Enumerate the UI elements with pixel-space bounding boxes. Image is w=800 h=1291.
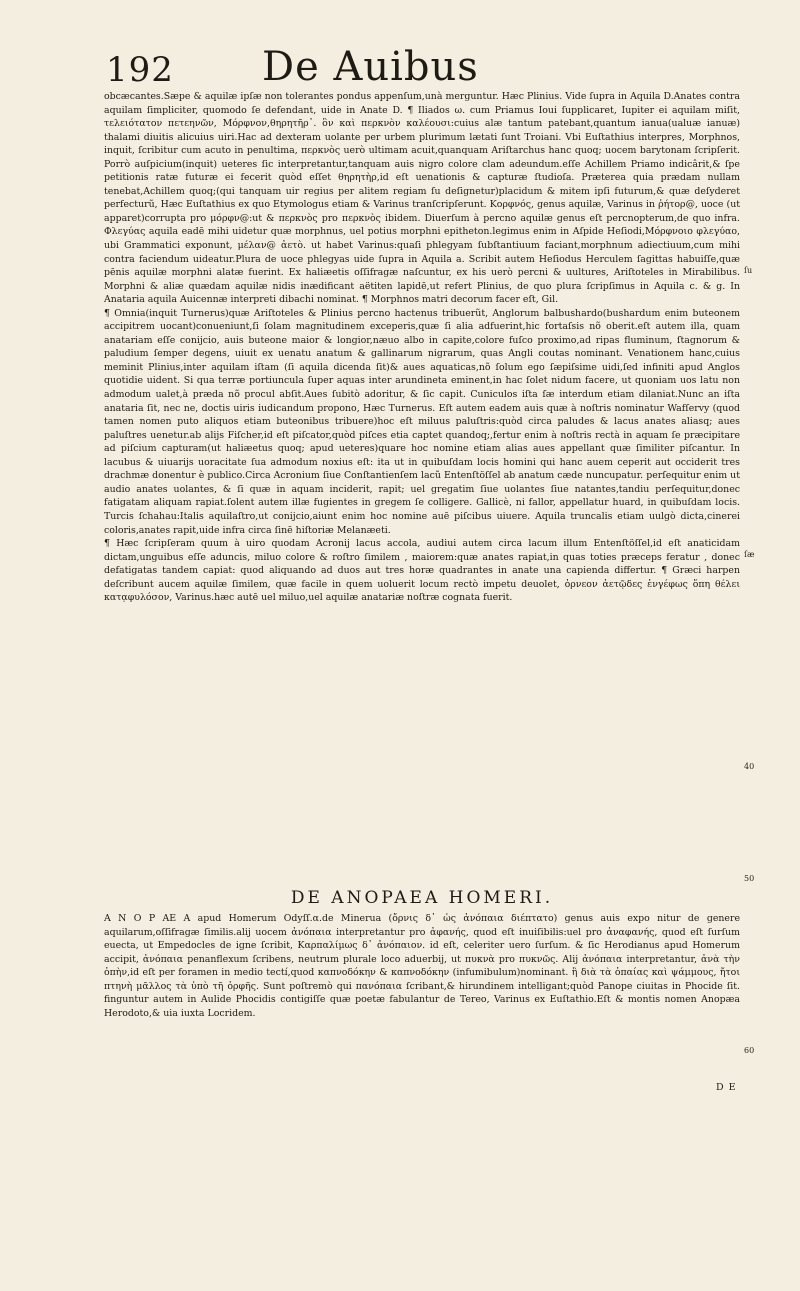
margin-note: ſæ: [744, 550, 755, 559]
running-head: De Auibus: [262, 44, 479, 90]
catchword: D E: [716, 1082, 737, 1093]
margin-note: 50: [744, 874, 755, 883]
paragraph: ¶ Hæc ſcripſeram quum à uiro quodam Acronij lacus accola, audiui autem circa lacum illum Entenſtöſſel,id eſt anaticidam dictam,unguibus eſſe aduncis, miluo colore & roſtro ſimilem , maiorem:quæ anates rapiat,in quas toties præceps feratur , donec defatigatas tandem capiat: quod aliquando ad duos aut tres horæ quadrantes in anate una capienda differtur. ¶ Græci harpen deſcribunt aucem aquilæ ſimilem, quæ facile in quem uoluerit locum rectò impetu deuolet, ὀρνεον ἀετῷδες ἐνγέφως ὅπη θέλει κατᾳφυλόσον, Varinus.hæc autē uel miluo,uel aquilæ anatariæ noſtræ cognata fuerit.: [104, 538, 740, 604]
paragraph: A N O P AE A apud Homerum Odyſſ.α.de Minerua (ὄρνις δ᾽ ὡς ἀνόπαια διέπτατο) genus auis expo nitur de genere aquilarum,oſſifragæ ſimilis.alij uocem ἀνόπαια interpretantur pro ἀφανής, quod eſt inuiſibilis:uel pro ἀναφανής, quod eſt ſurſum euecta, ut Empedocles de igne ſcribit, Καρπαλίμως δ᾽ ἀνόπαιον. id eſt, celeriter uero ſurſum. & ſic Herodianus apud Homerum accipit, ἀνόπαια penanflexum ſcribens, neutrum plurale loco aduerbij, ut πυκνὰ pro πυκνῶς. Alij ἀνόπαια interpretantur, ἀνὰ τὴν ὀπὴν,id eſt per foramen in medio tectí,quod καπνοδόκην & καπνοδόκην (infumibulum)nominant. ἢ διὰ τὰ ὀπαίας καὶ ψάμμους, ἤτοι πτηνὴ μᾶλλος τὰ ὑπὸ τῆ ὀρφῆς. Sunt poſtremò qui πανόπαια ſcribant,& hirundinem intelligant;quòd Panope ciuitas in Phocide ſit. finguntur autem in Aulide Phocidis contigiſſe quæ poetæ fabulantur de Tereo, Varinus ex Euſtathio.Eſt & montis nomen Anopæa Herodoto,& uia iuxta Locridem.: [104, 913, 740, 1019]
margin-note: 40: [744, 762, 755, 771]
paragraph: obcæcantes.Sæpe & aquilæ ipſæ non tolerantes pondus appenſum,unà merguntur. Hæc Plinius. Vide ſupra in Aquila D.Anates contra aquilam ſimpliciter, quomodo ſe defendant, uide in Anate D. ¶ Iliados ω. cum Priamus Ioui ſupplicaret, Iupiter ei aquilam miſit, τελειότατον πετεηνῶν, Μόρφνον,θηρητῆρ᾽. ὃν καὶ περκνὸν καλέουσι:cuius alæ tantum patebant,quantum ianua(ualuæ ianuæ) thalami diuitis alicuius uiri.Hac ad dexteram uolante per urbem plurimum lætati ſunt Troiani. Vbi Euſtathius interpres, Morphnos, inquit, ſcribitur cum acuto in penultima, περκνὸς uerò ultimam acuit,quanquam Ariſtarchus hanc quoq; uocem barytonam ſcripſerit. Porrò auſpicium(inquit) ueteres ſic interpretantur,tanquam auis nigro colore clam adeundum.eſſe Achillem Priamo indicârit,& ſpe petitionis ratæ futuræ ei fecerit quòd eſſet θηρητὴρ,id eſt uenationis & capturæ ſtudioſa. Præterea quia prædam nullam tenebat,Achillem quoq;(qui tanquam uir regius per alitem regiam ſu deſignetur)placidum & mitem ipſi futurum,& quæ deſyderet perfecturũ, Hæc Euſtathius ex quo Etymologus etiam & Varinus tranſcripſerunt. Κορφνός, genus aquilæ, Varinus in ῥήτορ@, uoce (ut apparet)corrupta pro μόρφν@:ut & περκνὸς pro περκνὸς ibidem. Diuerſum à percno aquilæ genus eſt percnopterum,de quo infra. Φλεγύας aquila eadē mihi uidetur quæ morphnus, uel potius morphni epitheton.legimus enim in Aſpide Heſiodi,Μόρφνοιο φλεγύαο, ubi Grammatici exponunt, μέλαν@ ἀετὸ. ut habet Varinus:quaſi phlegyam ſubſtantiuum faciant,morphnum adiectiuum,cum mihi contra faciendum uideatur.Plura de uoce phlegyas uide ſupra in Aquila a. Scribit autem Heſiodus Herculem ſagittas habuiſſe,quæ pēnis aquilæ morphni alatæ fuerint. Ex haliæetis oſſifragæ naſcuntur, ex his uerò percni & uultures, Ariſtoteles in Mirabilibus. Morphni & aliæ quædam aquilæ nidis inædificant aëtiten lapidē,ut refert Plinius, de quo plura ſcripſimus in Aquila c. & g. In Anataria aquila Auicennæ interpreti dibachi nominat. ¶ Morphnos matri decorum facer eſt, Gil.: [104, 91, 740, 306]
margin-note: 60: [744, 1046, 755, 1055]
paragraph: ¶ Omnia(inquit Turnerus)quæ Ariſtoteles & Plinius percno hactenus tribuerũt, Anglorum balbushardo(bushardum enim buteonem accipitrem uocant)conueniunt,ſi ſolam magnitudinem exceperis,quæ ſi alia adfuerint,hic fortaſsis nõ oberit.eſt autem illa, quam anatariam eſſe conijcio, auis buteone maior & longior,næuo albo in capite,colore fuſco proximo,ad ripas fluminum, ſtagnorum & paludium ſemper degens, uiuit ex uenatu anatum & gallinarum nigrarum, quas Angli coutas nominant. Venationem hanc,cuius meminit Plinius,inter aquilam iſtam (ſi aquila dicenda ſit)& aues aquaticas,nõ ſolum ego ſæpiſsime uidi,ſed infiniti apud Anglos quotidie uident. Si qua terræ portiuncula ſuper aquas inter arundineta eminent,in hac ſolet nidum facere, ut quoniam uos latu non admodum ualet,à præda nõ procul abſit.Aues ſubitò adoritur, & ſic capit. Cuniculos iſta ſæ interdum etiam dilaniat.Nunc an iſta anataria ſit, nec ne, doctis uiris iudicandum propono, Hæc Turnerus. Eſt autem eadem auis quæ à noſtris nominatur Wafſervy (quod tamen nomen puto aliquos etiam buteonibus tribuere)hoc eſt miluus paluſtris:quòd circa paludes & lacus anates aliasq; aues paluſtres uenetur.ab alijs Fiſcher,id eſt piſcator,quòd piſces etia captet quandoq;,fertur enim à noſtris rectà in aquam ſe præcipitare ad piſcium capturam(ut haliæetus quoq; apud ueteres)quare hoc nomine etiam alias aues appellant quæ ſimiliter piſcantur. In lacubus & uiuarijs uoracitate ſua admodum noxius eſt: ita ut in quibuſdam locis homini qui hanc auem ceperit aut occiderit tres drachmæ donentur è publico.Circa Acronium ſiue Conſtantienſem lacũ Entenſtöſſel ab anatum cæde nuncupatur. perſequitur enim ut audio anates uolantes, & ſi quæ in aquam inciderit, rapit; uel gregatim ſiue uolantes ſiue natantes,tandiu perſequitur,donec fatigatam aliquam rapiat.ſolent autem illæ fugientes in gregem ſe colligere. Gallicè, ni fallor, appellatur huard, in quibuſdam locis. Turcis ſchahau:Italis aquilaſtro,ut conijcio,aiunt enim hoc nomine auē piſcibus uiuere. Aquila truncalis etiam uulgò dicta,cinerei coloris,anates rapit,uide infra circa ſinē hiſtoriæ Melanæeti.: [104, 307, 740, 536]
margin-note: ſu: [744, 266, 753, 275]
page-number: 192: [106, 50, 174, 90]
section-heading: DE ANOPAEA HOMERI.: [290, 888, 554, 908]
section-text-block: [104, 912, 740, 1020]
main-text-block: [104, 90, 740, 605]
